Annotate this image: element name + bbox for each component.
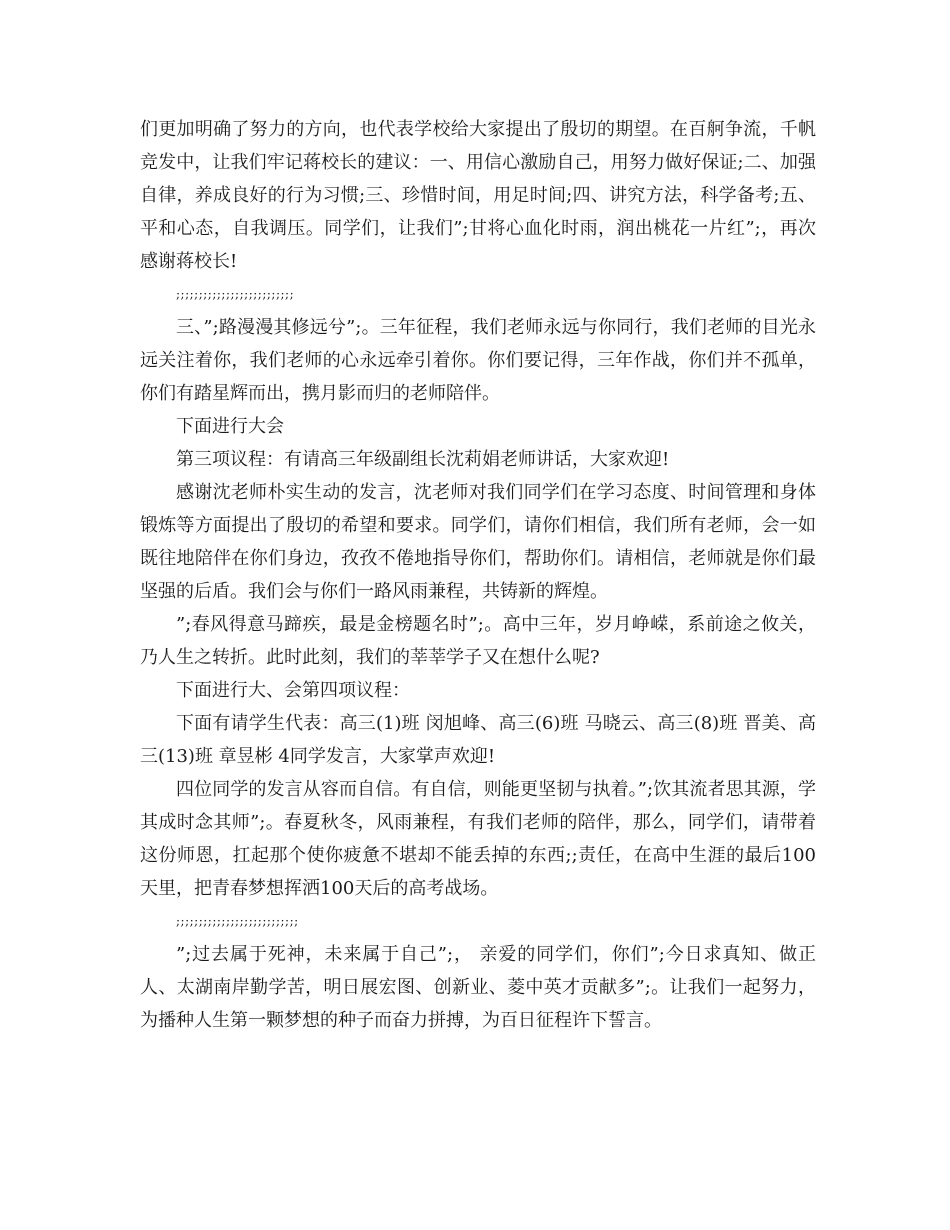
paragraph-student-representatives: 下面有请学生代表：高三(1)班 闵旭峰、高三(6)班 马晓云、高三(8)班 晋美、高三(13)班 章昱彬 4同学发言，大家掌声欢迎! — [140, 713, 816, 767]
paragraph-agenda-item-three: 第三项议程：有请高三年级副组长沈莉娟老师讲话，大家欢迎! — [176, 449, 670, 470]
document-page — [140, 113, 816, 1037]
paragraph-agenda-item-four: 下面进行大、会第四项议程： — [176, 680, 410, 701]
paragraph-thanks-teacher: 感谢沈老师朴实生动的发言，沈老师对我们同学们在学习态度、时间管理和身体锻炼等方面提出了殷切的希望和要求。同学们，请你们相信，我们所有老师，会一如既往地陪伴在你们身边，孜孜不倦地指导你们，帮助你们。请相信，老师就是你们最坚强的后盾。我们会与你们一路风雨兼程，共铸新的辉煌。 — [140, 482, 816, 602]
paragraph-closing-oath: ”;过去属于死神，未来属于自己”;， 亲爱的同学们，你们”;今日求真知、做正人、太湖南岸勤学苦，明日展宏图、创新业、菱中英才贡献多”;。让我们一起努力，为播种人生第一颗梦想的种子而奋力拼搏，为百日征程许下誓言。 — [140, 944, 816, 1031]
paragraph-spring-breeze: ”;春风得意马蹄疾，最是金榜题名时”;。高中三年，岁月峥嵘，系前途之攸关，乃人生之转折。此时此刻，我们的莘莘学子又在想什么呢? — [140, 614, 816, 668]
paragraph-section-three: 三、”;路漫漫其修远兮”;。三年征程，我们老师永远与你同行，我们老师的目光永远关注着你，我们老师的心永远牵引着你。你们要记得，三年作战，你们并不孤单，你们有踏星辉而出，携月影而归的老师陪伴。 — [140, 317, 816, 404]
paragraph-closing-principal-remarks: 们更加明确了努力的方向，也代表学校给大家提出了殷切的期望。在百舸争流，千帆竞发中，让我们牢记蒋校长的建议：一、用信心激励自己，用努力做好保证;二、加强自律，养成良好的行为习惯;三、珍惜时间，用足时间;四、讲究方法，科学备考;五、平和心态，自我调压。同学们，让我们”;甘将心血化时雨，润出桃花一片红”;，再次感谢蒋校长! — [140, 119, 816, 272]
separator-line: ;;;;;;;;;;;;;;;;;;;;;;;;;; — [176, 287, 295, 301]
separator-line: ;;;;;;;;;;;;;;;;;;;;;;;;;;; — [176, 914, 299, 928]
paragraph-agenda-intro: 下面进行大会 — [176, 416, 284, 437]
paragraph-four-students: 四位同学的发言从容而自信。有自信，则能更坚韧与执着。”;饮其流者思其源，学其成时念其师”;。春夏秋冬，风雨兼程，有我们老师的陪伴，那么，同学们，请带着这份师恩，扛起那个使你疲惫不堪却不能丢掉的东西;;责任，在高中生涯的最后100天里，把青春梦想挥洒100天后的高考战场。 — [140, 779, 816, 899]
